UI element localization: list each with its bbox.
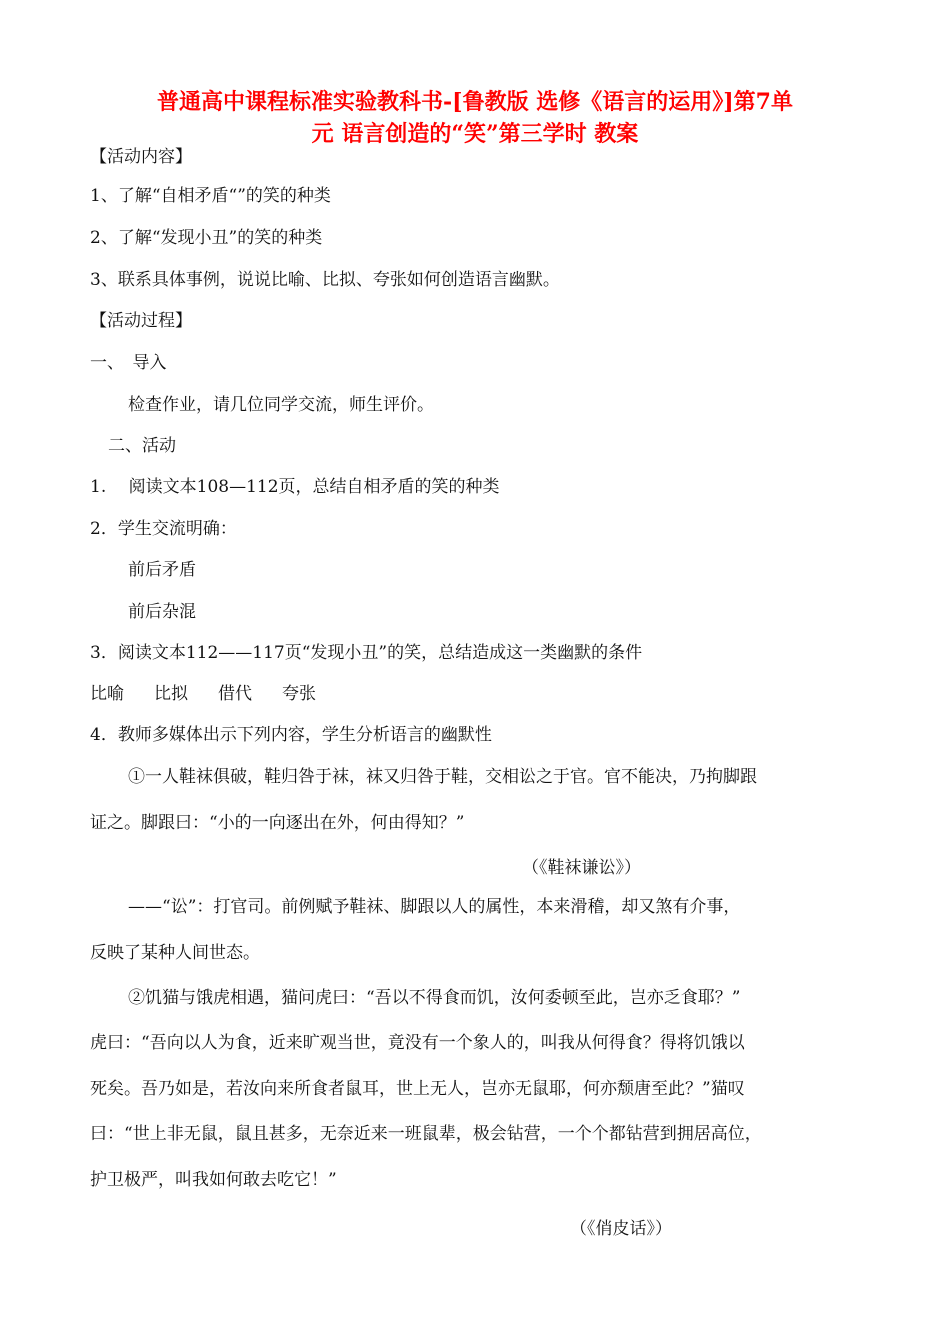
note-line-2: 反映了某种人间世态。 bbox=[90, 943, 260, 963]
example-1-source: （《鞋袜谦讼》） bbox=[522, 858, 641, 878]
example-2-line-5: 护卫极严，叫我如何敢去吃它！” bbox=[90, 1170, 337, 1190]
step-2: 2．学生交流明确： bbox=[90, 519, 237, 539]
title-line-1: 普通高中课程标准实验教科书-[鲁教版 选修《语言的运用》]第7单 bbox=[157, 89, 793, 115]
term-item: 借代 bbox=[218, 684, 252, 704]
section-activity-heading: 二、活动 bbox=[108, 436, 176, 456]
heading-activity-content: 【活动内容】 bbox=[90, 147, 192, 167]
step-2-item-a: 前后矛盾 bbox=[128, 560, 196, 580]
example-2-line-2: 虎曰：“吾向以人为食，近来旷观当世，竟没有一个象人的，叫我从何得食？得将饥饿以 bbox=[90, 1033, 745, 1053]
step-2-item-b: 前后杂混 bbox=[128, 602, 196, 622]
section-intro-text: 检查作业，请几位同学交流，师生评价。 bbox=[128, 395, 434, 415]
term-item: 夸张 bbox=[282, 684, 316, 704]
step-3: 3．阅读文本112——117页“发现小丑”的笑，总结造成这一类幽默的条件 bbox=[90, 643, 643, 663]
term-item: 比拟 bbox=[154, 684, 188, 704]
term-item: 比喻 bbox=[90, 684, 124, 704]
content-item-3: 3、联系具体事例，说说比喻、比拟、夸张如何创造语言幽默。 bbox=[90, 270, 560, 290]
example-2-line-4: 曰：“世上非无鼠，鼠且甚多，无奈近来一班鼠辈，极会钻营，一个个都钻营到拥居高位， bbox=[90, 1124, 762, 1144]
step-4: 4．教师多媒体出示下列内容，学生分析语言的幽默性 bbox=[90, 725, 492, 745]
section-intro-heading: 一、 导入 bbox=[90, 353, 167, 373]
heading-activity-process: 【活动过程】 bbox=[90, 311, 192, 331]
example-2-line-3: 死矣。吾乃如是，若汝向来所食者鼠耳，世上无人，岂亦无鼠耶，何亦颓唐至此？”猫叹 bbox=[90, 1079, 745, 1099]
term-list bbox=[90, 682, 316, 706]
content-item-2: 2、了解“发现小丑”的笑的种类 bbox=[90, 228, 323, 248]
example-1-line-1: ①一人鞋袜俱破，鞋归咎于袜，袜又归咎于鞋，交相讼之于官。官不能决，乃拘脚跟 bbox=[128, 767, 757, 787]
content-item-1: 1、了解“自相矛盾“”的笑的种类 bbox=[90, 186, 331, 206]
title-line-2: 元 语言创造的“笑”第三学时 教案 bbox=[311, 121, 639, 147]
step-1: 1. 阅读文本108—112页，总结自相矛盾的笑的种类 bbox=[90, 477, 500, 497]
note-line-1: ——“讼”：打官司。前例赋予鞋袜、脚跟以人的属性，本来滑稽，却又煞有介事， bbox=[128, 897, 741, 917]
example-2-source: （《俏皮话》） bbox=[570, 1219, 672, 1239]
example-2-line-1: ②饥猫与饿虎相遇，猫问虎曰：“吾以不得食而饥，汝何委顿至此，岂亦乏食耶？” bbox=[128, 988, 741, 1008]
document-title bbox=[80, 86, 870, 150]
example-1-line-2: 证之。脚跟曰：“小的一向逐出在外，何由得知？” bbox=[90, 813, 465, 833]
